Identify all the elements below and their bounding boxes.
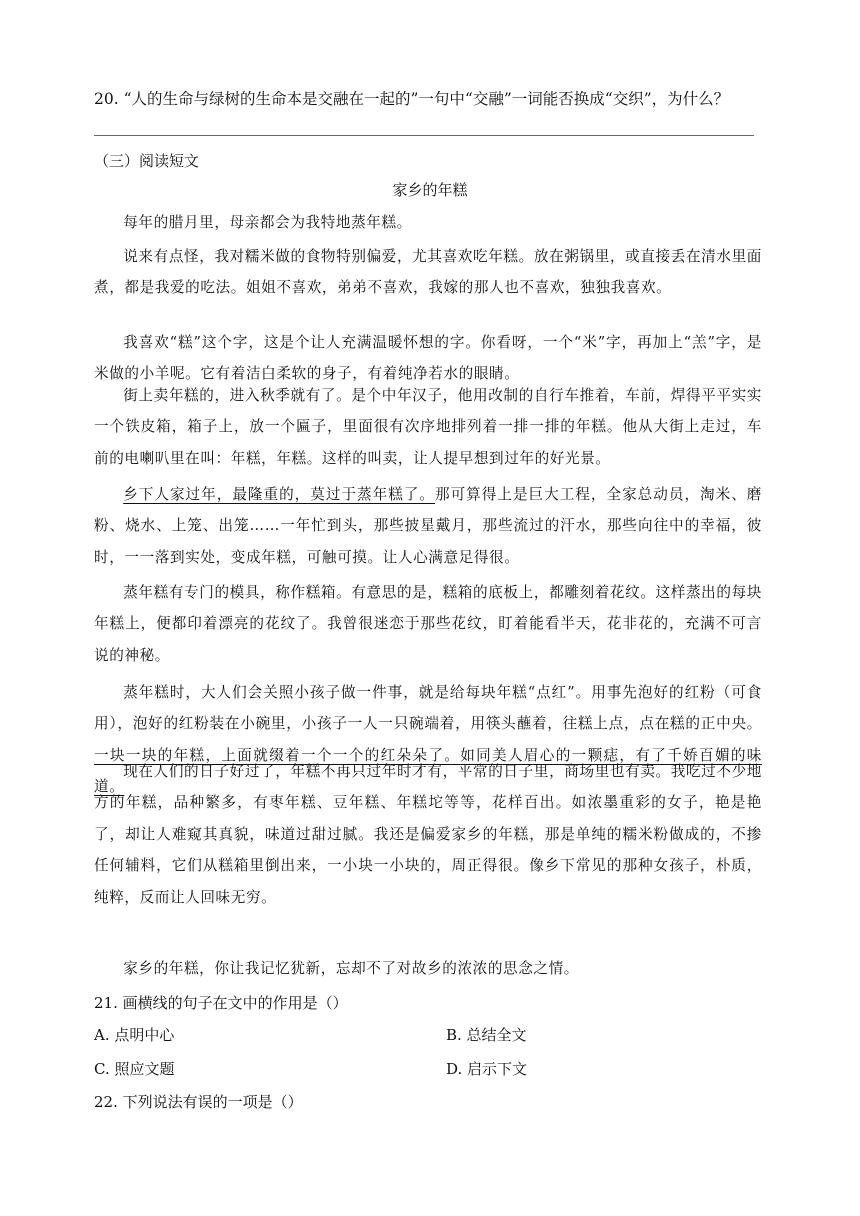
article-paragraph-9: 家乡的年糕，你让我记忆犹新，忘却不了对故乡的浓浓的思念之情。 [123, 960, 580, 977]
answer-line[interactable] [94, 135, 754, 136]
option-d[interactable]: D. 启示下文 [446, 1060, 528, 1078]
article-paragraph-8: 现在人们的日子好过了，年糕不再只过年时才有，平常的日子里，商场里也有卖。我吃过不少地方的年糕，品种繁多，有枣年糕、豆年糕、年糕坨等等，花样百出。如浓墨重彩的女子，艳是艳了，却让人难窥其真貌，味道过甜过腻。我还是偏爱家乡的年糕，那是单纯的糯米粉做成的，不掺任何辅料，它们从糕箱里倒出来，一小块一小块的，周正得很。像乡下常见的那种女孩子，朴质，纯粹，反而让人回味无穷。 [94, 763, 762, 906]
article-paragraph-6: 蒸年糕有专门的模具，称作糕箱。有意思的是，糕箱的底板上，都雕刻着花纹。这样蒸出的每块年糕上，便都印着漂亮的花纹了。我曾很迷恋于那些花纹，盯着能看半天，花非花的，充满不可言说的神秘。 [94, 584, 762, 664]
question-22: 22. 下列说法有误的一项是（） [94, 1093, 303, 1111]
option-c[interactable]: C. 照应文题 [94, 1060, 175, 1078]
section-label: （三）阅读短文 [94, 152, 200, 170]
article-paragraph-2: 说来有点怪，我对糯米做的食物特别偏爱，尤其喜欢吃年糕。放在粥锅里，或直接丢在清水里面煮，都是我爱的吃法。姐姐不喜欢，弟弟不喜欢，我嫁的那人也不喜欢，独独我喜欢。 [94, 248, 762, 297]
article-title: 家乡的年糕 [392, 181, 468, 199]
option-b[interactable]: B. 总结全文 [446, 1026, 527, 1044]
underlined-sentence-1: 乡下人家过年，最隆重的，莫过于蒸年糕了。 [123, 486, 435, 503]
article-paragraph-5 [94, 479, 762, 573]
paragraph-5-rest: 那可算得上是巨大工程，全家总动员，淘米、磨粉、烧水、上笼、出笼……一年忙到头，那些披星戴月，那些流过的汗水，那些向往中的幸福，彼时，一一落到实处，变成年糕，可触可摸。让人心满意足得很。 [94, 486, 762, 566]
question-21: 21. 画横线的句子在文中的作用是（） [94, 994, 348, 1012]
paragraph-7-start: 蒸年糕时，大人们会关照小孩子做一件事，就是给每块年糕“点红”。用事先泡好的红粉（可食用），泡好的红粉装在小碗里，小孩子一人一只碗端着，用筷头蘸着，往糕上点，点在糕的正中央。 [94, 684, 762, 733]
article-paragraph-4: 街上卖年糕的，进入秋季就有了。是个中年汉子，他用改制的自行车推着，车前，焊得平平实实一个铁皮箱，箱子上，放一个匾子，里面很有次序地排列着一排一排的年糕。他从大街上走过，车前的电喇叭里在叫：年糕，年糕。这样的叫卖，让人提早想到过年的好光景。 [94, 387, 762, 467]
article-paragraph-3: 我喜欢“糕”这个字，这是个让人充满温暖怀想的字。你看呀，一个“米”字，再加上“羔”字，是米做的小羊呢。它有着洁白柔软的身子，有着纯净若水的眼睛。 [94, 334, 762, 383]
option-a[interactable]: A. 点明中心 [94, 1026, 175, 1044]
question-20: 20. “人的生命与绿树的生命本是交融在一起的”一句中“交融”一词能否换成“交织”，为什么？ [94, 90, 730, 108]
article-paragraph-1: 每年的腊月里，母亲都会为我特地蒸年糕。 [123, 214, 412, 231]
underlined-sentence-2: 一块一块的年糕，上面就缀着一个一个的红朵朵了。如同美人眉心的一颗痣，有了千娇百媚的味道。 [94, 746, 762, 796]
